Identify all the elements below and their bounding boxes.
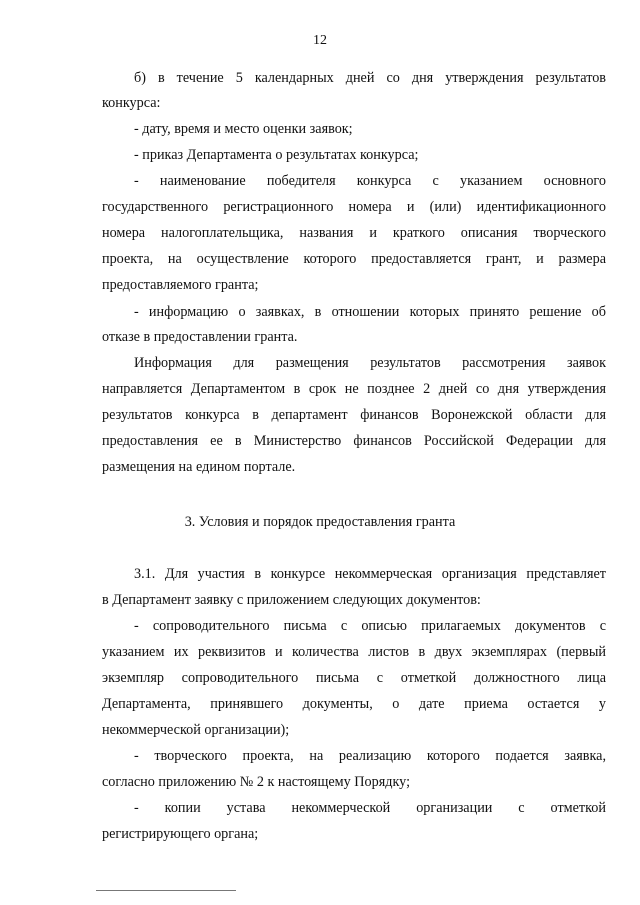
text-line: - копии устава некоммерческой организации с отметкой xyxy=(134,800,606,816)
text-line: размещения на едином портале. xyxy=(102,459,296,475)
text-line: - приказ Департамента о результатах конкурса; xyxy=(134,147,419,163)
text-line: результатов конкурса в департамент финансов Воронежской области для xyxy=(102,407,606,423)
text-line: 3.1. Для участия в конкурсе некоммерческая организация представляет xyxy=(134,566,606,582)
text-line: отказе в предоставлении гранта. xyxy=(102,329,298,345)
text-line: - информацию о заявках, в отношении которых принято решение об xyxy=(134,304,606,320)
text-line: Информация для размещения результатов рассмотрения заявок xyxy=(134,355,606,371)
text-line: государственного регистрационного номера и (или) идентификационного xyxy=(102,199,606,215)
text-line: согласно приложению № 2 к настоящему Порядку; xyxy=(102,774,411,790)
text-line: Департамента, принявшего документы, о дате приема остается у xyxy=(102,696,606,712)
text-line: в Департамент заявку с приложением следующих документов: xyxy=(102,592,481,608)
text-line: - дату, время и место оценки заявок; xyxy=(134,121,353,137)
text-line: - наименование победителя конкурса с указанием основного xyxy=(134,173,606,189)
text-line: предоставления ее в Министерство финансов Российской Федерации для xyxy=(102,433,606,449)
text-line: регистрирующего органа; xyxy=(102,826,259,842)
page-number: 12 xyxy=(313,33,327,48)
text-line: - творческого проекта, на реализацию которого подается заявка, xyxy=(134,748,606,764)
text-line: проекта, на осуществление которого предоставляется грант, и размера xyxy=(102,251,606,267)
text-line: конкурса: xyxy=(102,95,161,111)
bottom-divider xyxy=(96,890,236,891)
text-line: б) в течение 5 календарных дней со дня утверждения результатов xyxy=(134,70,606,86)
text-line: предоставляемого гранта; xyxy=(102,277,259,293)
text-line: направляется Департаментом в срок не позднее 2 дней со дня утверждения xyxy=(102,381,606,397)
text-line: экземпляр сопроводительного письма с отметкой должностного лица xyxy=(102,670,606,686)
section-heading: 3. Условия и порядок предоставления гранта xyxy=(184,514,456,530)
text-line: номера налогоплательщика, названия и краткого описания творческого xyxy=(102,225,606,241)
text-line: указанием их реквизитов и количества листов в двух экземплярах (первый xyxy=(102,644,606,660)
text-line: некоммерческой организации); xyxy=(102,722,290,738)
text-line: - сопроводительного письма с описью прилагаемых документов с xyxy=(134,618,606,634)
